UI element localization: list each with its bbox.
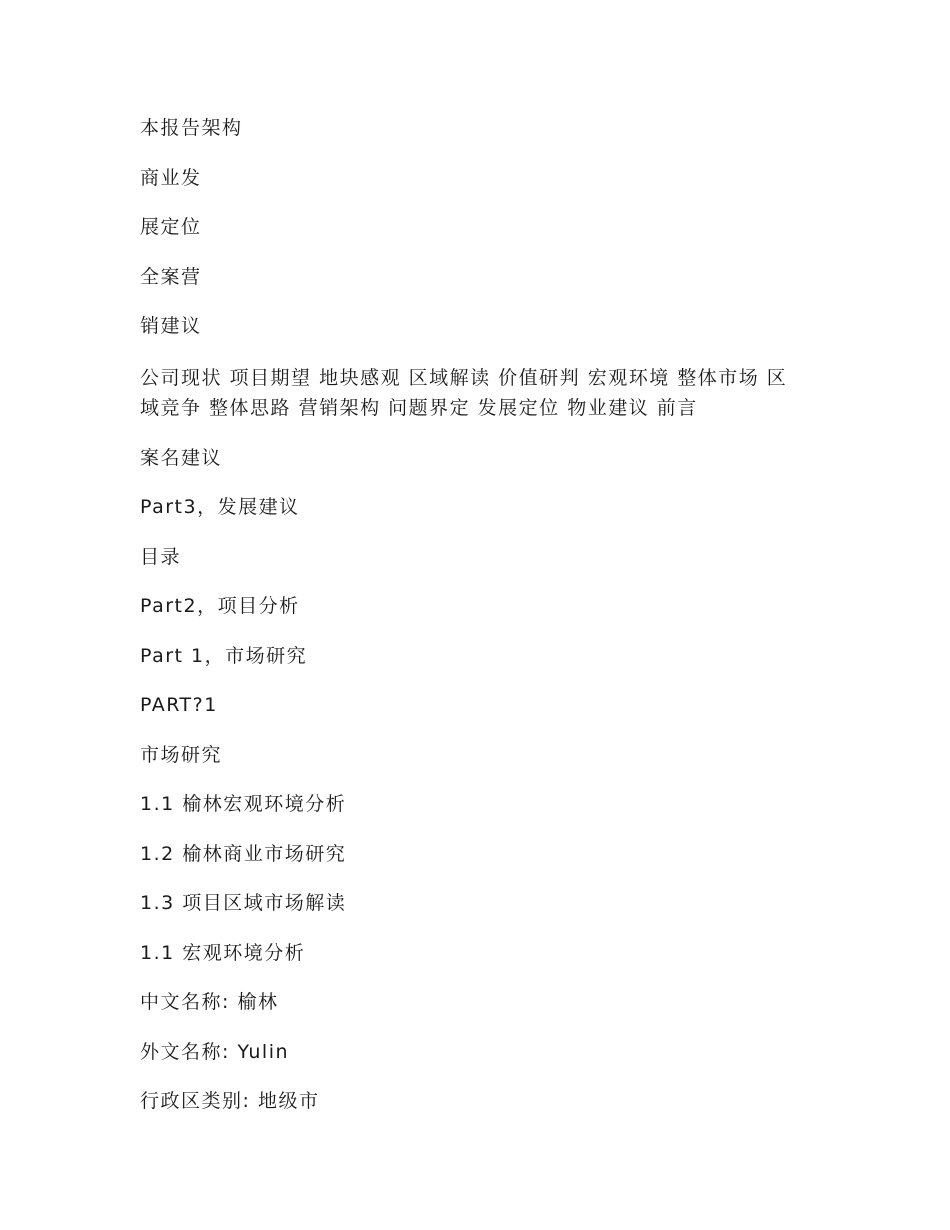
toc-item: 1.3 项目区域市场解读 (140, 892, 347, 914)
subsection-heading: 1.1 宏观环境分析 (140, 941, 306, 964)
text-line: 销建议 (140, 315, 202, 337)
document-body (140, 115, 812, 1138)
part1-label: PART?1 (140, 694, 218, 716)
toc-heading: 目录 (140, 545, 182, 568)
text-line: 全案营 (140, 265, 202, 288)
toc-item: 1.1 榆林宏观环境分析 (140, 793, 347, 815)
info-field: 外文名称: Yulin (140, 1040, 290, 1063)
part3-heading: Part3，发展建议 (140, 496, 300, 518)
section-title: 市场研究 (140, 743, 223, 766)
part1-heading: Part 1，市场研究 (140, 644, 308, 667)
info-field: 行政区类别: 地级市 (140, 1090, 320, 1112)
text-line: 案名建议 (140, 446, 223, 469)
info-field: 中文名称: 榆林 (140, 991, 279, 1013)
report-structure-heading: 本报告架构 (140, 117, 243, 139)
structure-topics-paragraph: 公司现状 项目期望 地块感观 区域解读 价值研判 宏观环境 整体市场 区域竞争 整体思路 营销架构 问题界定 发展定位 物业建议 前言 (140, 366, 788, 419)
text-line: 展定位 (140, 216, 202, 238)
part2-heading: Part2，项目分析 (140, 595, 300, 617)
toc-item: 1.2 榆林商业市场研究 (140, 842, 347, 865)
text-line: 商业发 (140, 166, 202, 189)
